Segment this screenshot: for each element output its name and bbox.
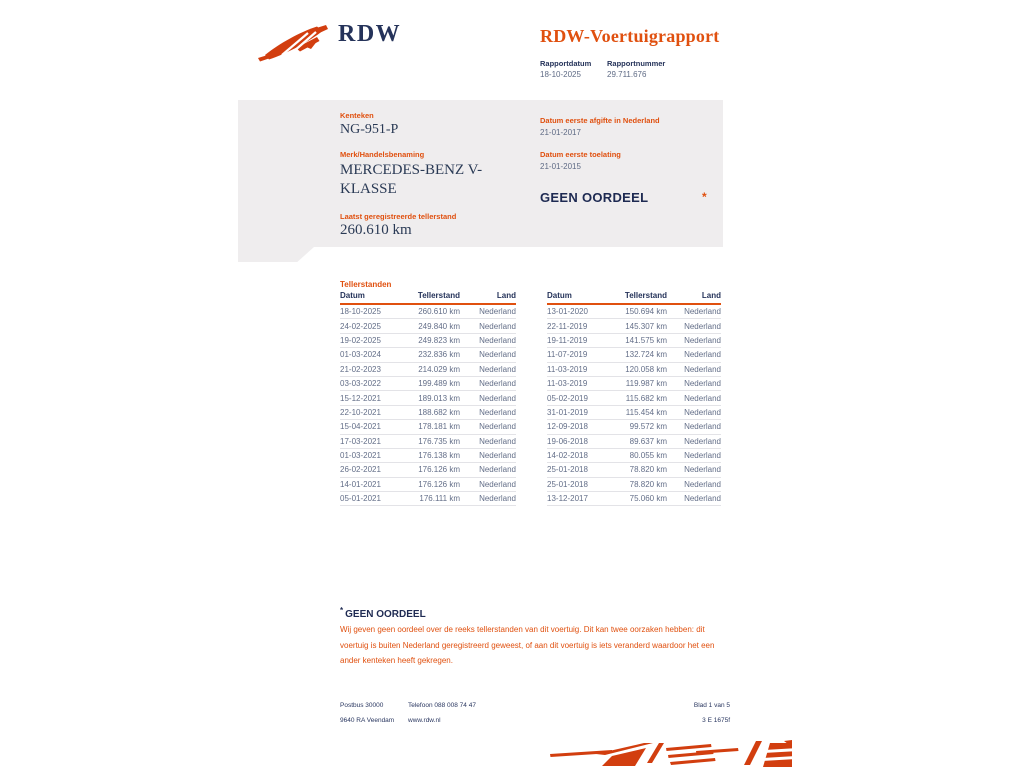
row-tellerstand: 75.060 km — [629, 494, 667, 504]
row-datum: 22-11-2019 — [547, 321, 588, 331]
column-header-datum: Datum — [340, 291, 365, 300]
report-number-label: Rapportnummer — [607, 59, 666, 68]
table-row — [340, 305, 516, 319]
row-datum: 31-01-2019 — [547, 407, 588, 417]
footer-contact — [408, 698, 476, 728]
row-datum: 19-11-2019 — [547, 335, 588, 345]
column-header-land: Land — [701, 291, 721, 300]
row-datum: 25-01-2018 — [547, 479, 588, 489]
row-land: Nederland — [479, 407, 516, 417]
toelating-value: 21-01-2015 — [540, 162, 581, 171]
row-land: Nederland — [479, 393, 516, 403]
column-header-tellerstand: Tellerstand — [624, 291, 667, 300]
table-header-row — [547, 291, 721, 305]
row-datum: 25-01-2018 — [547, 465, 588, 475]
footer-address-line1: Postbus 30000 — [340, 702, 384, 709]
row-datum: 19-02-2025 — [340, 335, 381, 345]
footnote-asterisk: * — [340, 606, 344, 615]
footer-website: www.rdw.nl — [408, 717, 441, 724]
row-land: Nederland — [479, 436, 516, 446]
row-tellerstand: 232.836 km — [418, 350, 460, 360]
row-tellerstand: 188.682 km — [418, 407, 460, 417]
table-row — [340, 319, 516, 333]
table-row — [340, 492, 516, 506]
footnote-heading — [340, 604, 426, 622]
row-tellerstand: 176.111 km — [419, 494, 460, 504]
row-land: Nederland — [684, 321, 721, 331]
row-land: Nederland — [684, 307, 721, 317]
afgifte-value: 21-01-2017 — [540, 128, 581, 137]
footer-form-code: 3 E 1675f — [702, 717, 730, 724]
row-datum: 01-03-2021 — [340, 451, 381, 461]
row-tellerstand: 189.013 km — [418, 393, 460, 403]
footer-phone: Telefoon 088 008 74 47 — [408, 702, 476, 709]
row-tellerstand: 115.682 km — [625, 393, 667, 403]
merk-value: MERCEDES-BENZ V-KLASSE — [340, 162, 483, 197]
row-tellerstand: 178.181 km — [418, 422, 460, 432]
row-land: Nederland — [479, 350, 516, 360]
row-land: Nederland — [684, 364, 721, 374]
table-row — [547, 463, 721, 477]
row-tellerstand: 145.307 km — [625, 321, 667, 331]
table-row — [340, 348, 516, 362]
row-tellerstand: 120.058 km — [625, 364, 667, 374]
row-land: Nederland — [684, 379, 721, 389]
row-tellerstand: 176.126 km — [418, 465, 460, 475]
footer-page-indicator: Blad 1 van 5 — [693, 702, 730, 709]
row-tellerstand: 99.572 km — [629, 422, 667, 432]
row-land: Nederland — [684, 494, 721, 504]
report-number-value: 29.711.676 — [607, 70, 647, 79]
row-land: Nederland — [479, 307, 516, 317]
report-date-value: 18-10-2025 — [540, 70, 581, 79]
table-row — [340, 463, 516, 477]
verdict-asterisk: * — [702, 190, 707, 204]
row-tellerstand: 150.694 km — [625, 307, 667, 317]
row-land: Nederland — [479, 451, 516, 461]
table-row — [340, 449, 516, 463]
row-tellerstand: 176.138 km — [418, 451, 460, 461]
row-tellerstand: 132.724 km — [625, 350, 667, 360]
tellerstand-value: 260.610 km — [340, 222, 412, 238]
row-datum: 18-10-2025 — [340, 307, 381, 317]
table-row — [547, 420, 721, 434]
tellerstanden-title: Tellerstanden — [340, 280, 392, 289]
row-tellerstand: 119.987 km — [625, 379, 667, 389]
summary-box-notch — [238, 247, 314, 262]
row-datum: 14-01-2021 — [340, 479, 381, 489]
row-land: Nederland — [684, 393, 721, 403]
report-date-label: Rapportdatum — [540, 59, 592, 68]
table-row — [340, 478, 516, 492]
table-row — [547, 435, 721, 449]
table-row — [547, 492, 721, 506]
table-row — [547, 391, 721, 405]
rdw-logo-text: RDW — [338, 21, 402, 47]
table-row — [547, 377, 721, 391]
row-land: Nederland — [684, 350, 721, 360]
row-land: Nederland — [479, 321, 516, 331]
table-row — [340, 334, 516, 348]
kenteken-value: NG-951-P — [340, 122, 399, 137]
footnote-title: GEEN OORDEEL — [345, 609, 426, 620]
column-header-land: Land — [496, 291, 516, 300]
footer-address — [340, 698, 394, 728]
row-tellerstand: 249.840 km — [418, 321, 460, 331]
row-land: Nederland — [684, 407, 721, 417]
row-tellerstand: 199.489 km — [418, 379, 460, 389]
row-land: Nederland — [684, 479, 721, 489]
footer-page-info — [600, 698, 730, 728]
verdict-text: GEEN OORDEEL — [540, 190, 649, 205]
row-datum: 19-06-2018 — [547, 436, 588, 446]
row-tellerstand: 176.126 km — [418, 479, 460, 489]
row-tellerstand: 249.823 km — [418, 335, 460, 345]
table-row — [547, 363, 721, 377]
table-row — [340, 420, 516, 434]
table-row — [340, 363, 516, 377]
table-header-row — [340, 291, 516, 305]
row-land: Nederland — [684, 451, 721, 461]
decorative-stripes-graphic — [548, 739, 792, 768]
table-row — [547, 478, 721, 492]
row-tellerstand: 115.454 km — [625, 407, 667, 417]
row-datum: 12-09-2018 — [547, 422, 588, 432]
tellerstand-label: Laatst geregistreerde tellerstand — [340, 212, 457, 221]
row-land: Nederland — [479, 379, 516, 389]
row-land: Nederland — [479, 364, 516, 374]
table-row — [340, 435, 516, 449]
row-tellerstand: 214.029 km — [418, 364, 460, 374]
footnote-text: Wij geven geen oordeel over de reeks tellerstanden van dit voertuig. Dit kan twee oorzaken hebben: dit voertuig is buiten Nederland geregistreerd geweest, of aan dit voertuig is iets veranderd waardoor het een ander kenteken heeft gekregen. — [340, 625, 715, 665]
table-row — [547, 406, 721, 420]
merk-label: Merk/Handelsbenaming — [340, 150, 425, 159]
row-datum: 15-04-2021 — [340, 422, 381, 432]
row-tellerstand: 78.820 km — [629, 465, 667, 475]
page-title: RDW-Voertuigrapport — [540, 26, 720, 46]
row-datum: 14-02-2018 — [547, 451, 588, 461]
column-header-datum: Datum — [547, 291, 572, 300]
row-datum: 21-02-2023 — [340, 364, 381, 374]
row-datum: 03-03-2022 — [340, 379, 381, 389]
kenteken-label: Kenteken — [340, 111, 374, 120]
table-row — [547, 305, 721, 319]
row-tellerstand: 80.055 km — [629, 451, 667, 461]
row-tellerstand: 78.820 km — [629, 479, 667, 489]
row-land: Nederland — [684, 422, 721, 432]
table-row — [547, 449, 721, 463]
odometer-table-right — [547, 291, 721, 506]
row-datum: 26-02-2021 — [340, 465, 381, 475]
afgifte-label: Datum eerste afgifte in Nederland — [540, 116, 660, 125]
row-datum: 01-03-2024 — [340, 350, 381, 360]
table-row — [547, 334, 721, 348]
row-land: Nederland — [479, 479, 516, 489]
row-datum: 11-03-2019 — [547, 379, 588, 389]
row-land: Nederland — [479, 335, 516, 345]
row-land: Nederland — [479, 422, 516, 432]
rdw-feather-logo-icon — [258, 24, 332, 64]
row-tellerstand: 89.637 km — [629, 436, 667, 446]
row-datum: 11-07-2019 — [547, 350, 588, 360]
row-datum: 24-02-2025 — [340, 321, 381, 331]
row-datum: 13-12-2017 — [547, 494, 588, 504]
row-datum: 05-01-2021 — [340, 494, 381, 504]
table-row — [547, 348, 721, 362]
footer-address-line2: 9640 RA Veendam — [340, 717, 395, 724]
table-row — [547, 319, 721, 333]
row-datum: 22-10-2021 — [340, 407, 381, 417]
row-tellerstand: 176.735 km — [418, 436, 460, 446]
row-datum: 13-01-2020 — [547, 307, 588, 317]
row-tellerstand: 260.610 km — [418, 307, 460, 317]
row-land: Nederland — [479, 494, 516, 504]
row-land: Nederland — [684, 465, 721, 475]
row-land: Nederland — [479, 465, 516, 475]
table-row — [340, 377, 516, 391]
row-land: Nederland — [684, 436, 721, 446]
column-header-tellerstand: Tellerstand — [417, 291, 460, 300]
row-datum: 05-02-2019 — [547, 393, 588, 403]
toelating-label: Datum eerste toelating — [540, 150, 621, 159]
table-row — [340, 406, 516, 420]
table-row — [340, 391, 516, 405]
row-datum: 17-03-2021 — [340, 436, 381, 446]
row-tellerstand: 141.575 km — [625, 335, 667, 345]
row-land: Nederland — [684, 335, 721, 345]
row-datum: 15-12-2021 — [340, 393, 381, 403]
odometer-table-left — [340, 291, 516, 506]
row-datum: 11-03-2019 — [547, 364, 588, 374]
